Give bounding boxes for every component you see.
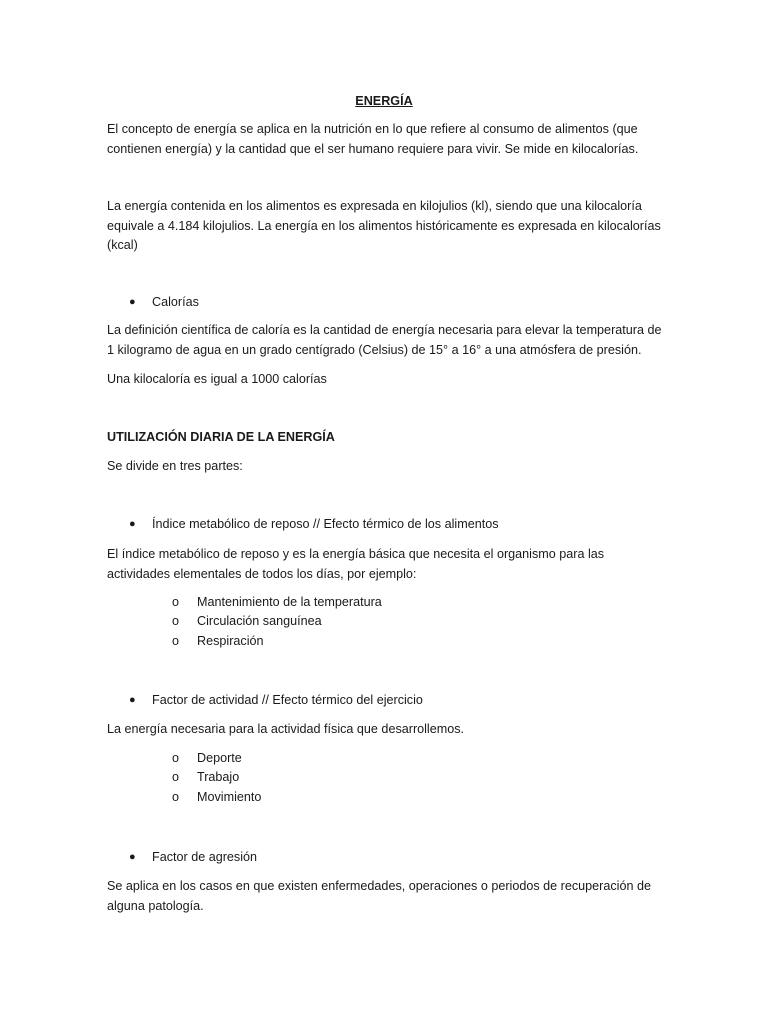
sublist-item-label: Trabajo <box>197 770 240 784</box>
bullet-label: Índice metabólico de reposo // Efecto térmico de los alimentos <box>152 517 499 531</box>
bullet-icon: ● <box>129 851 136 863</box>
paragraph-calorie-definition: La definición científica de caloría es la cantidad de energía necesaria para elevar la temperatura de 1 kilogramo de agua en un grado centígrado (Celsius) de 15° a 16° a una atmósfera de presión. <box>107 323 662 357</box>
sublist-item-label: Circulación sanguínea <box>197 614 322 628</box>
paragraph-aggression-factor: Se aplica en los casos en que existen enfermedades, operaciones o periodos de recuperación de alguna patología. <box>107 879 651 913</box>
bullet-label: Factor de actividad // Efecto térmico del ejercicio <box>152 693 423 707</box>
circle-bullet-icon: o <box>172 595 180 609</box>
bullet-icon: ● <box>129 518 136 530</box>
paragraph-kilojoules: La energía contenida en los alimentos es expresada en kilojulios (kl), siendo que una kilocaloría equivale a 4.184 kilojulios. La energía en los alimentos históricamente es expresada en kilocalorías (kcal) <box>107 199 661 252</box>
circle-bullet-icon: o <box>172 790 180 804</box>
sublist-item-label: Mantenimiento de la temperatura <box>197 595 382 609</box>
document-title: ENERGÍA <box>355 94 413 108</box>
paragraph-three-parts: Se divide en tres partes: <box>107 459 243 473</box>
bullet-label: Factor de agresión <box>152 850 258 864</box>
paragraph-kilocalorie: Una kilocaloría es igual a 1000 calorías <box>107 372 327 386</box>
paragraph-physical-activity: La energía necesaria para la actividad física que desarrollemos. <box>107 722 465 736</box>
circle-bullet-icon: o <box>172 634 180 648</box>
paragraph-metabolic-rate: El índice metabólico de reposo y es la energía básica que necesita el organismo para las actividades elementales de todos los días, por ejemplo: <box>107 547 605 581</box>
bullet-icon: ● <box>129 694 136 706</box>
sublist-item-label: Movimiento <box>197 790 262 804</box>
bullet-label: Calorías <box>152 295 199 309</box>
circle-bullet-icon: o <box>172 614 180 628</box>
sublist-item-label: Deporte <box>197 751 242 765</box>
bullet-icon: ● <box>129 296 136 308</box>
sublist-item-label: Respiración <box>197 634 264 648</box>
circle-bullet-icon: o <box>172 751 180 765</box>
section-heading: UTILIZACIÓN DIARIA DE LA ENERGÍA <box>107 430 335 444</box>
paragraph-energy-concept: El concepto de energía se aplica en la nutrición en lo que refiere al consumo de alimentos (que contienen energía) y la cantidad que el ser humano requiere para vivir. Se mide en kilocalorías. <box>107 122 639 156</box>
circle-bullet-icon: o <box>172 770 180 784</box>
